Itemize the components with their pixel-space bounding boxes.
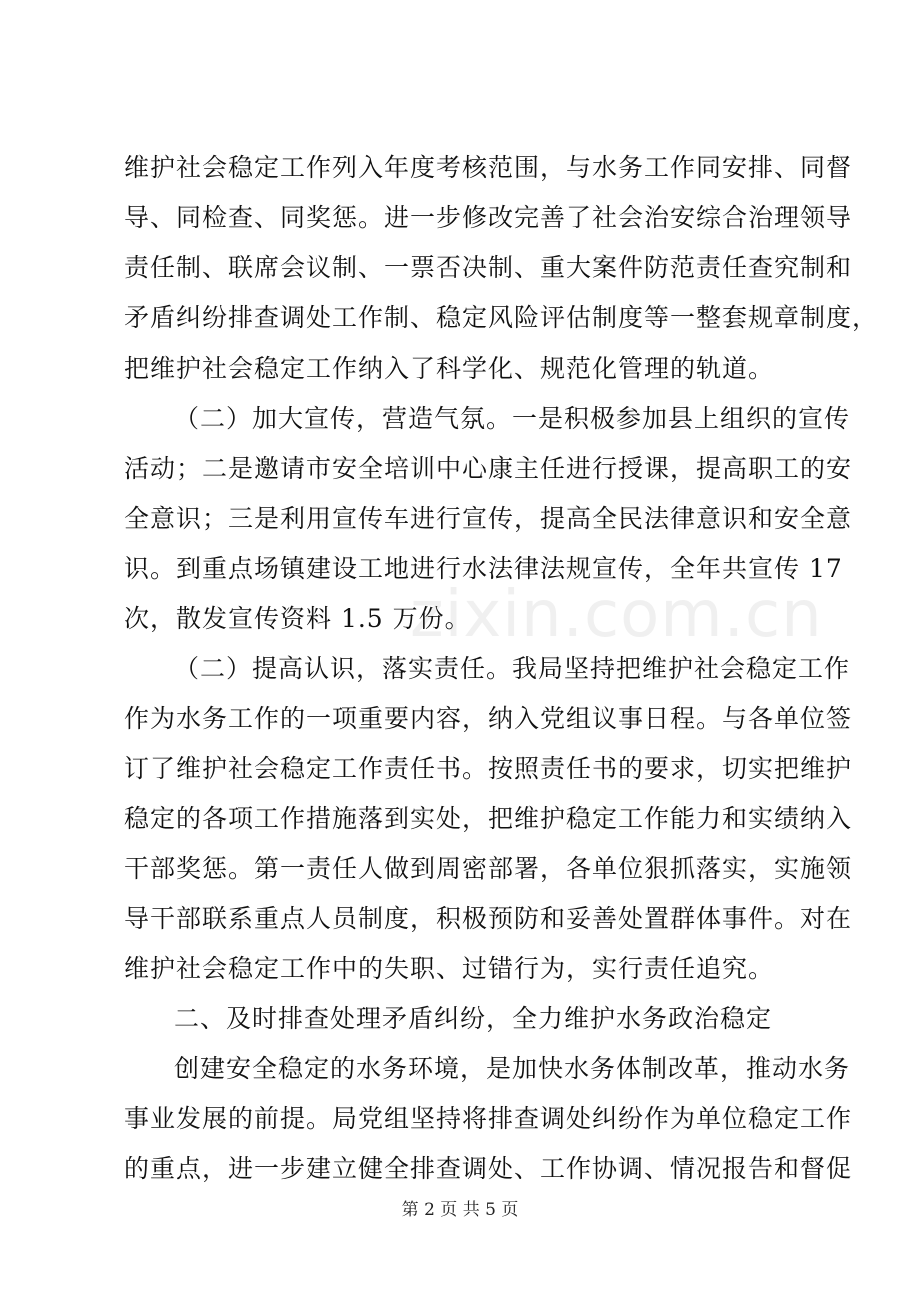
text-line: 事业发展的前提。局党组坚持将排查调处纠纷作为单位稳定工作 — [124, 1104, 853, 1133]
text-line: 作为水务工作的一项重要内容，纳入党组议事日程。与各单位签 — [124, 704, 853, 733]
text-line: 导、同检查、同奖惩。进一步修改完善了社会治安综合治理领导 — [124, 203, 853, 232]
watermark-text: zixin.com.cn — [410, 578, 823, 652]
text-line: 稳定的各项工作措施落到实处，把维护稳定工作能力和实绩纳入 — [124, 804, 853, 833]
text-line: 识。到重点场镇建设工地进行水法律法规宣传，全年共宣传 17 — [124, 554, 843, 583]
section-heading: 二、及时排查处理矛盾纠纷，全力维护水务政治稳定 — [174, 1004, 773, 1033]
text-line: 维护社会稳定工作中的失职、过错行为，实行责任追究。 — [124, 954, 775, 983]
text-line: 次，散发宣传资料 1.5 万份。 — [124, 604, 471, 633]
text-line: 活动；二是邀请市安全培训中心康主任进行授课，提高职工的安 — [124, 454, 853, 483]
text-line: 导干部联系重点人员制度，积极预防和妥善处置群体事件。对在 — [124, 904, 853, 933]
text-line: 矛盾纠纷排查调处工作制、稳定风险评估制度等一整套规章制度， — [124, 303, 879, 332]
text-line: 干部奖惩。第一责任人做到周密部署，各单位狠抓落实，实施领 — [124, 854, 853, 883]
text-line: 订了维护社会稳定工作责任书。按照责任书的要求，切实把维护 — [124, 754, 853, 783]
page-number-footer: 第 2 页 共 5 页 — [401, 1200, 519, 1220]
text-line: 把维护社会稳定工作纳入了科学化、规范化管理的轨道。 — [124, 354, 775, 383]
text-line: 全意识；三是利用宣传车进行宣传，提高全民法律意识和安全意 — [124, 504, 853, 533]
paragraph-first-line: （二）加大宣传，营造气氛。一是积极参加县上组织的宣传 — [174, 404, 851, 433]
text-line: 的重点，进一步建立健全排查调处、工作协调、情况报告和督促 — [124, 1154, 853, 1183]
text-line: 维护社会稳定工作列入年度考核范围，与水务工作同安排、同督 — [124, 153, 853, 182]
text-line: 责任制、联席会议制、一票否决制、重大案件防范责任查究制和 — [124, 253, 853, 282]
paragraph-first-line: （二）提高认识，落实责任。我局坚持把维护社会稳定工作 — [174, 654, 851, 683]
paragraph-first-line: 创建安全稳定的水务环境，是加快水务体制改革，推动水务 — [174, 1054, 851, 1083]
